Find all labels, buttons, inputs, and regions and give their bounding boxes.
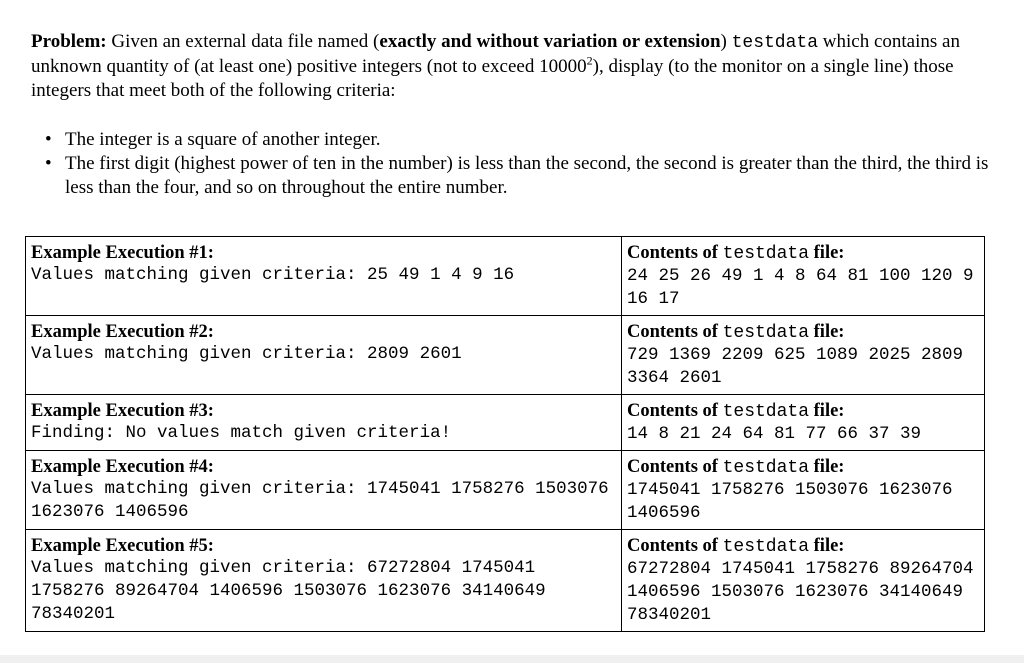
file-contents-cell	[622, 316, 985, 395]
example-output: Finding: No values match given criteria!	[31, 423, 452, 443]
example-title: Example Execution #1:	[31, 243, 214, 263]
problem-label: Problem:	[31, 31, 107, 52]
example-cell	[26, 316, 622, 395]
problem-emphasis: exactly and without variation or extension	[379, 31, 721, 52]
contents-heading	[627, 456, 979, 479]
example-output: Values matching given criteria: 67272804 1745041 1758276 89264704 1406596 1503076 1623076 34140649 78340201	[31, 558, 546, 624]
problem-text-3: which contains an unknown quantity of (at least one) positive integers (not to exceed 10000	[31, 31, 960, 77]
window-bottom-edge	[0, 655, 1024, 663]
contents-filename: testdata	[722, 323, 810, 343]
contents-heading	[627, 400, 979, 423]
contents-prefix: Contents of	[627, 457, 723, 477]
file-contents: 24 25 26 49 1 4 8 64 81 100 120 9 16 17	[627, 266, 974, 309]
contents-suffix: file:	[809, 457, 845, 477]
example-title: Example Execution #5:	[31, 536, 214, 556]
problem-text-4: ), display (to the monitor on a single line) those integers that meet both of the following criteria:	[31, 56, 954, 101]
problem-statement	[31, 30, 991, 103]
example-cell	[26, 395, 622, 451]
example-output: Values matching given criteria: 2809 2601	[31, 344, 462, 364]
example-title: Example Execution #4:	[31, 457, 214, 477]
contents-filename: testdata	[722, 244, 810, 264]
contents-prefix: Contents of	[627, 322, 723, 342]
table-row	[26, 395, 985, 451]
example-cell	[26, 451, 622, 530]
criterion-item: • The integer is a square of another integer.	[45, 128, 990, 152]
file-contents: 67272804 1745041 1758276 89264704 1406596 1503076 1623076 34140649 78340201	[627, 559, 974, 625]
contents-suffix: file:	[809, 322, 845, 342]
file-contents: 1745041 1758276 1503076 1623076 1406596	[627, 480, 953, 523]
file-contents: 14 8 21 24 64 81 77 66 37 39	[627, 424, 922, 444]
problem-exponent: 2	[586, 53, 593, 68]
contents-filename: testdata	[722, 402, 810, 422]
problem-text-1: Given an external data file named (	[106, 31, 380, 52]
contents-prefix: Contents of	[627, 536, 723, 556]
table-row	[26, 237, 985, 316]
problem-filename: testdata	[731, 33, 819, 53]
contents-filename: testdata	[722, 458, 810, 478]
contents-prefix: Contents of	[627, 401, 723, 421]
file-contents-cell	[622, 237, 985, 316]
contents-prefix: Contents of	[627, 243, 723, 263]
file-contents-cell	[622, 451, 985, 530]
criterion-item: • The first digit (highest power of ten in the number) is less than the second, the second is greater than the third, the third is less than the four, and so on throughout the entire number.	[45, 152, 990, 200]
examples-table	[25, 236, 985, 632]
example-title: Example Execution #2:	[31, 322, 214, 342]
file-contents-cell	[622, 530, 985, 632]
contents-suffix: file:	[809, 401, 845, 421]
contents-suffix: file:	[809, 536, 845, 556]
example-cell	[26, 237, 622, 316]
file-contents: 729 1369 2209 625 1089 2025 2809 3364 2601	[627, 345, 964, 388]
example-output: Values matching given criteria: 1745041 1758276 1503076 1623076 1406596	[31, 479, 609, 522]
problem-text-2: )	[720, 31, 732, 52]
table-row	[26, 451, 985, 530]
table-row	[26, 316, 985, 395]
criteria-list	[45, 128, 990, 200]
contents-heading	[627, 535, 979, 558]
contents-suffix: file:	[809, 243, 845, 263]
table-row	[26, 530, 985, 632]
example-title: Example Execution #3:	[31, 401, 214, 421]
contents-heading	[627, 242, 979, 265]
example-cell	[26, 530, 622, 632]
contents-heading	[627, 321, 979, 344]
contents-filename: testdata	[722, 537, 810, 557]
example-output: Values matching given criteria: 25 49 1 4 9 16	[31, 265, 515, 285]
file-contents-cell	[622, 395, 985, 451]
